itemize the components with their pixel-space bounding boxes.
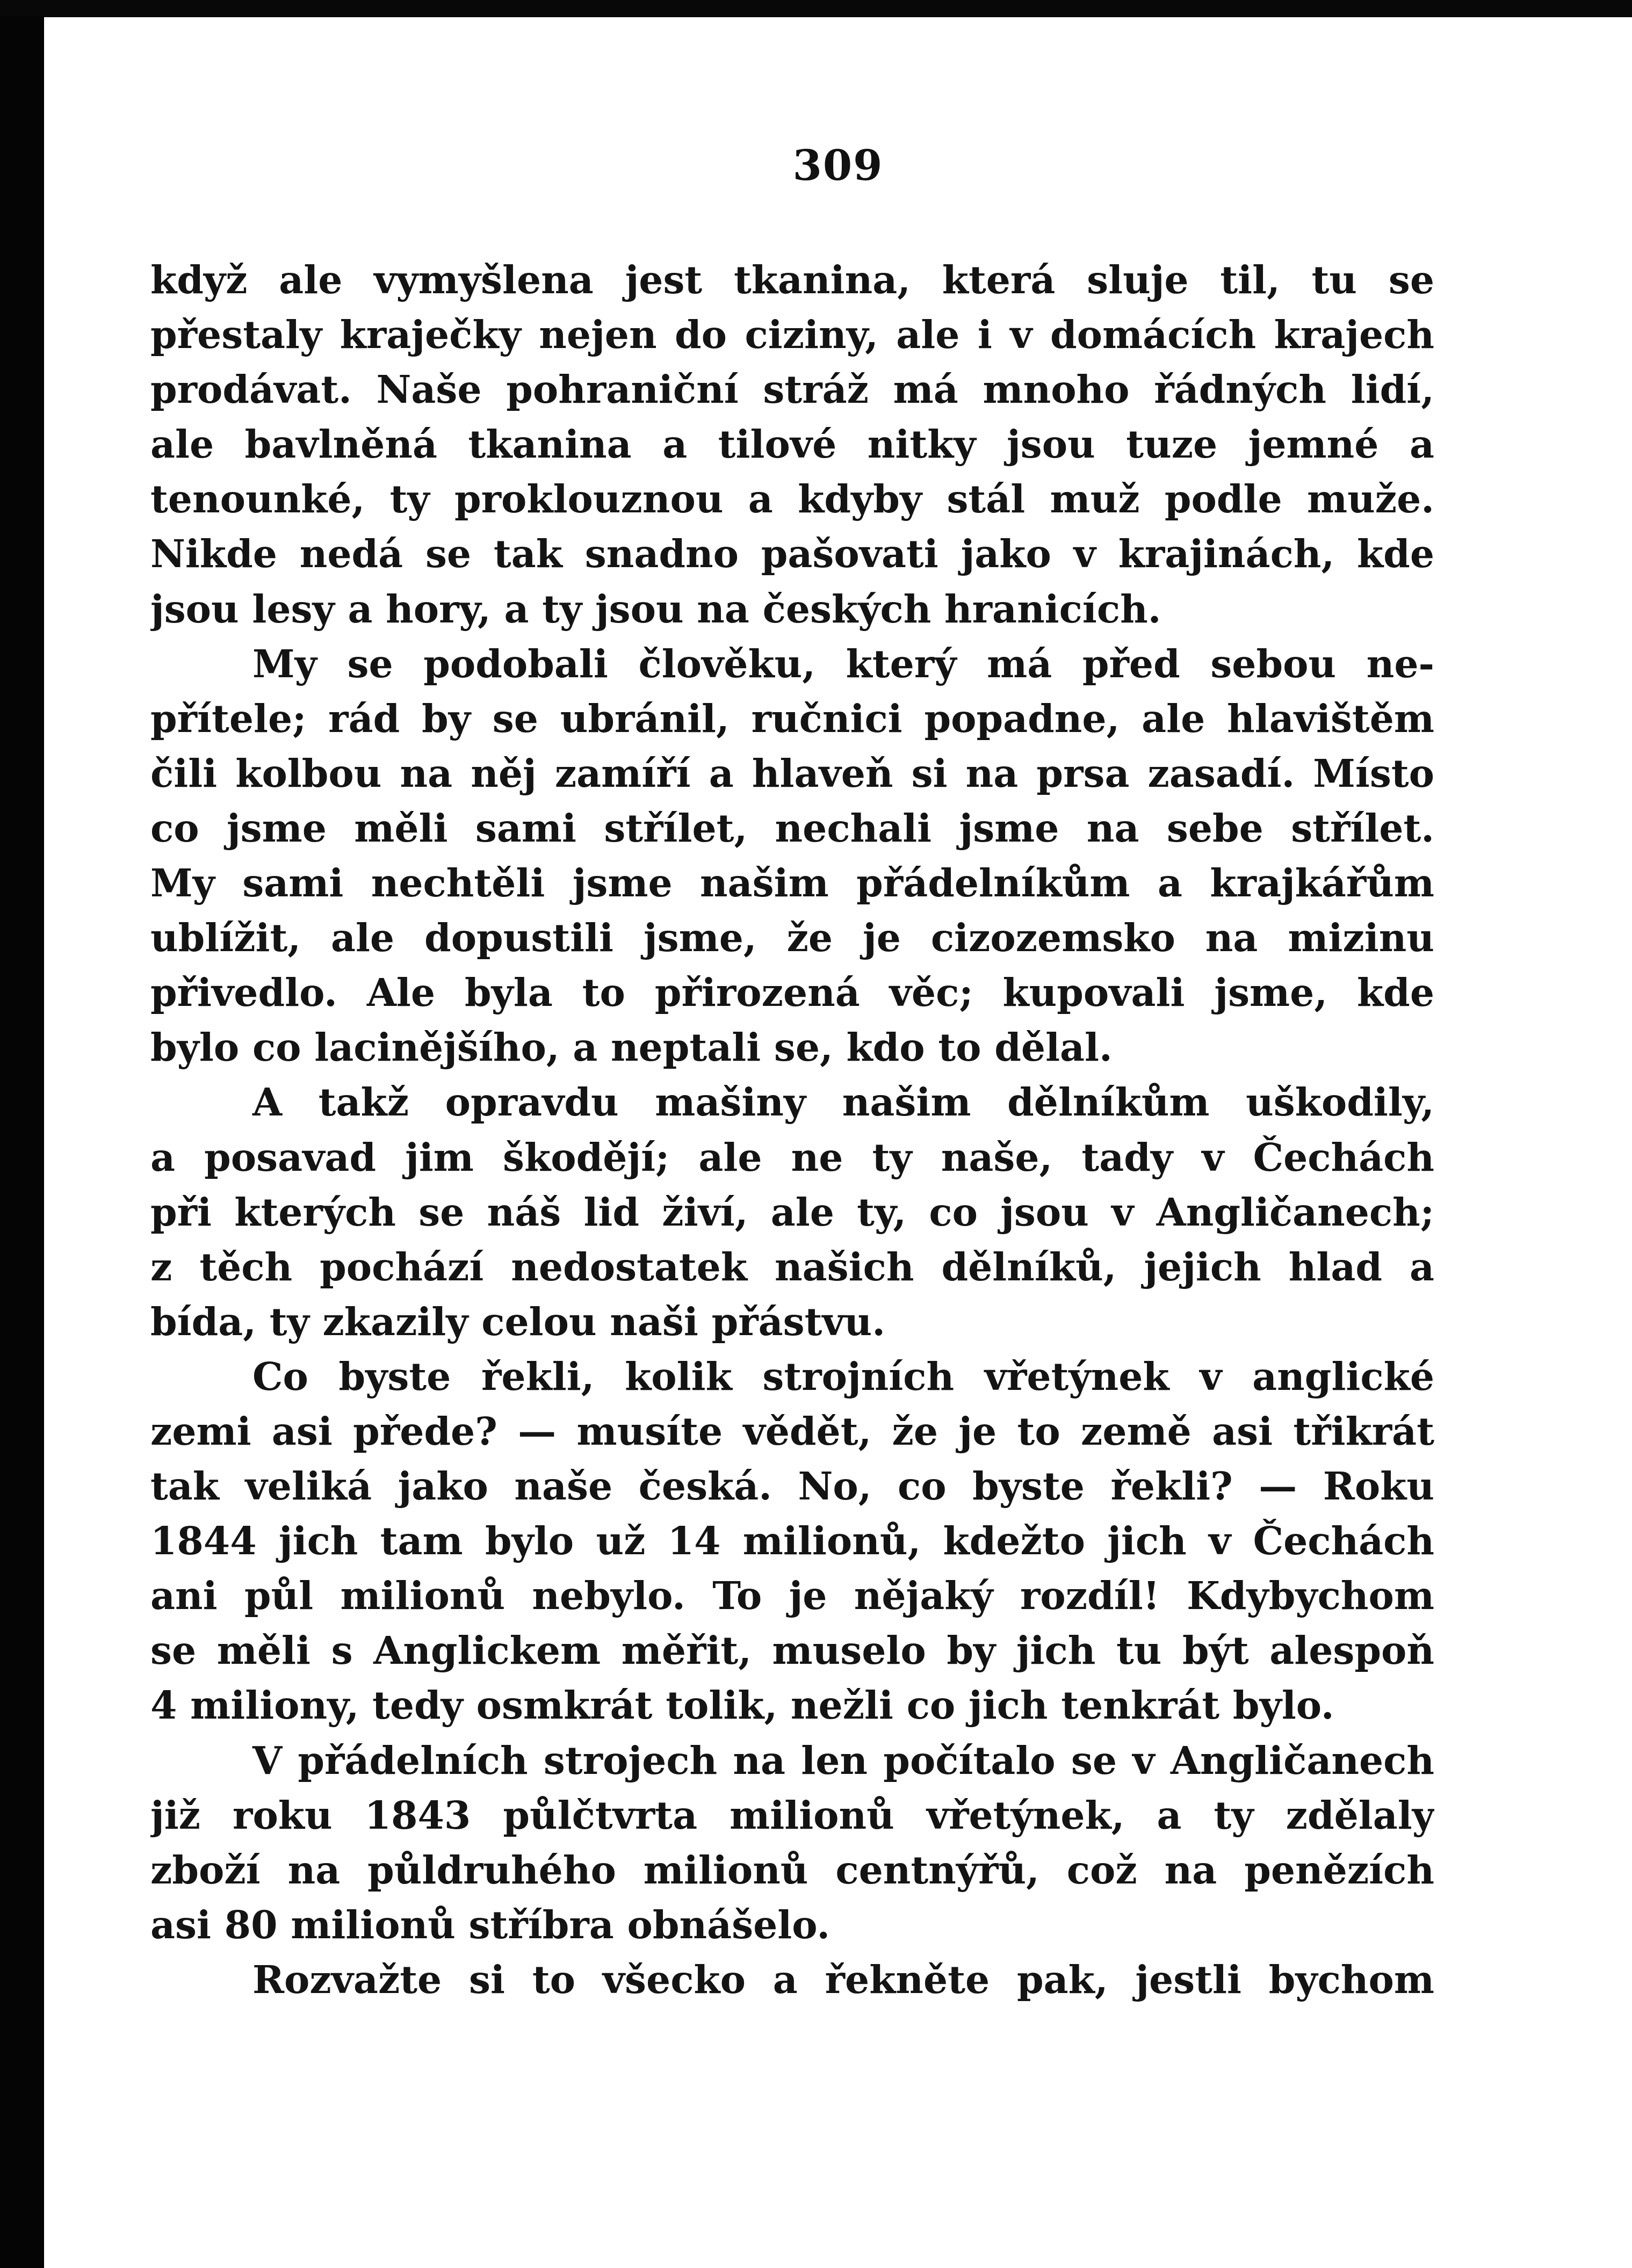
text-line: se měli s Anglickem měřit, muselo by jich tu být alespoň <box>150 1628 1434 1673</box>
text-line: bylo co lacinějšího, a neptali se, kdo to dělal. <box>150 1025 1113 1070</box>
text-line: co jsme měli sami střílet, nechali jsme na sebe střílet. <box>150 805 1434 851</box>
scan-border-left <box>0 0 42 2268</box>
text-line: My sami nechtěli jsme našim přádelníkům a krajkářům <box>150 860 1434 906</box>
paragraph-first-line: A takž opravdu mašiny našim dělníkům uškodily, <box>252 1079 1434 1125</box>
text-line: tenounké, ty proklouznou a kdyby stál muž podle muže. <box>150 476 1434 522</box>
paragraph-first-line: V přádelních strojech na len počítalo se v Angličanech <box>252 1737 1434 1783</box>
text-line: zboží na půldruhého milionů centnýřů, což na penězích <box>150 1847 1434 1893</box>
text-line: při kterých se náš lid živí, ale ty, co jsou v Angličanech; <box>150 1189 1434 1235</box>
paragraph-first-line: Rozvažte si to všecko a řekněte pak, jestli bychom <box>252 1957 1434 2002</box>
text-line: ale bavlněná tkanina a tilové nitky jsou tuze jemné a <box>150 422 1434 467</box>
text-line: a posavad jim škodějí; ale ne ty naše, tady v Čechách <box>150 1134 1434 1180</box>
page-number: 309 <box>792 141 884 190</box>
text-line: přítele; rád by se ubránil, ručnici popadne, ale hlavištěm <box>150 695 1434 741</box>
text-line: ublížit, ale dopustili jsme, že je cizozemsko na mizinu <box>150 915 1434 961</box>
text-line: jsou lesy a hory, a ty jsou na českých hranicích. <box>150 586 1161 632</box>
text-line: přivedlo. Ale byla to přirozená věc; kupovali jsme, kde <box>150 970 1434 1016</box>
text-line: bída, ty zkazily celou naši přástvu. <box>150 1299 885 1344</box>
text-line: již roku 1843 půlčtvrta milionů vřetýnek, a ty zdělaly <box>150 1792 1434 1838</box>
text-line: 4 miliony, tedy osmkrát tolik, nežli co jich tenkrát bylo. <box>150 1683 1334 1728</box>
scan-border-top <box>0 0 1632 16</box>
paragraph-first-line: Co byste řekli, kolik strojních vřetýnek v anglické <box>252 1353 1434 1399</box>
text-line: zemi asi přede? — musíte vědět, že je to země asi třikrát <box>150 1408 1434 1454</box>
text-line: 1844 jich tam bylo už 14 milionů, kdežto jich v Čechách <box>150 1518 1434 1564</box>
paragraph-first-line: My se podobali člověku, který má před sebou ne- <box>252 641 1434 686</box>
text-line: Nikde nedá se tak snadno pašovati jako v krajinách, kde <box>150 531 1434 577</box>
text-line: když ale vymyšlena jest tkanina, která sluje til, tu se <box>150 257 1434 302</box>
book-page <box>44 17 1632 2268</box>
text-line: prodávat. Naše pohraniční stráž má mnoho řádných lidí, <box>150 367 1434 412</box>
text-line: přestaly kraječky nejen do ciziny, ale i v domácích krajech <box>150 312 1434 358</box>
text-line: tak veliká jako naše česká. No, co byste řekli? — Roku <box>150 1463 1434 1509</box>
text-line: z těch pochází nedostatek našich dělníků, jejich hlad a <box>150 1244 1434 1289</box>
body-text <box>150 252 1434 2007</box>
text-line: ani půl milionů nebylo. To je nějaký rozdíl! Kdybychom <box>150 1573 1434 1619</box>
text-line: čili kolbou na něj zamíří a hlaveň si na prsa zasadí. Místo <box>150 750 1434 796</box>
text-line: asi 80 milionů stříbra obnášelo. <box>150 1902 831 1947</box>
